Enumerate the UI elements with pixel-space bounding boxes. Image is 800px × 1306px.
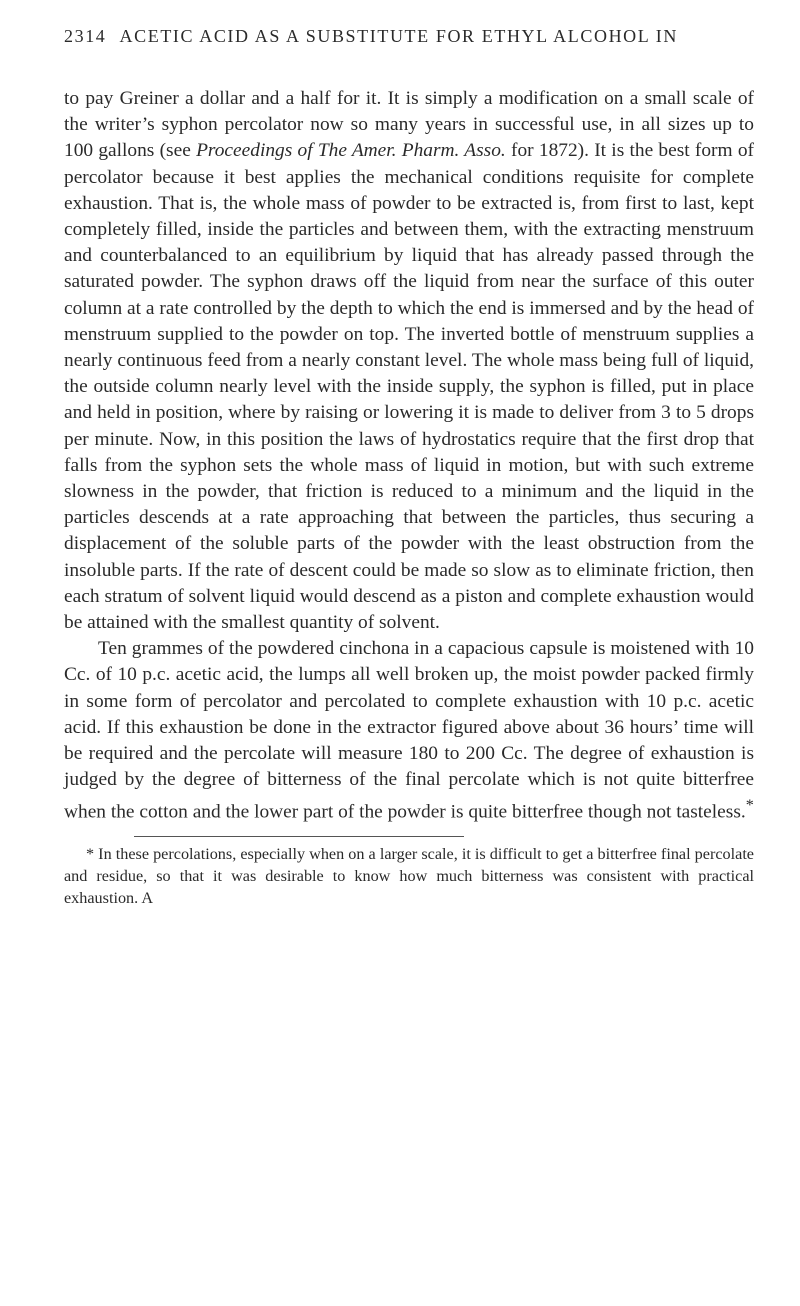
paragraph-syphon-percolator xyxy=(64,86,754,636)
paragraph2-text: Ten grammes of the powdered cinchona in a capacious capsule is moistened with 10 Cc. of 10 p.c. acetic acid, the lumps all well broken up, the moist powder packed firmly in some form of percolator and percolated to complete exhaustion with 10 p.c. acetic acid. If this exhaustion be done in the extractor figured above about 36 hours’ time will be required and the percolate will measure 180 to 200 Cc. The degree of exhaustion is judged by the degree of bitterness of the final percolate which is not quite bitterfree when the cotton and the lower part of the powder is quite bitterfree though not tasteless. xyxy=(64,638,754,823)
paragraph-cinchona-method xyxy=(64,636,754,826)
proceedings-citation: Proceedings of The Amer. Pharm. Asso. xyxy=(196,140,506,162)
page-number: 2314 xyxy=(64,26,107,46)
footnote-text: * In these percolations, especially when on a larger scale, it is difficult to get a bitterfree final percolate and residue, so that it was desirable to know how much bitterness was consistent with practical exhaustion. A xyxy=(64,845,754,908)
paragraph1-text-a: to pay Greiner a dollar and a half for it. It is simply a modification on a small scale of the writer’s syphon percolator now so many years in successful use, in all sizes up to 100 gallons (see xyxy=(64,88,754,162)
running-title: ACETIC ACID AS A SUBSTITUTE FOR ETHYL ALCOHOL IN xyxy=(119,26,678,46)
book-page xyxy=(64,24,754,909)
footnote xyxy=(64,843,754,909)
running-head xyxy=(64,24,754,48)
paragraph1-text-b: for 1872). It is the best form of percolator because it best applies the mechanical conditions requisite for complete exhaustion. That is, the whole mass of powder to be extracted is, from first to last, kept completely filled, inside the particles and between them, with the extracting menstruum and counterbalanced to an equilibrium by liquid that has already passed through the saturated powder. The syphon draws off the liquid from near the surface of this outer column at a rate controlled by the depth to which the end is immersed and by the head of menstruum supplied to the powder on top. The inverted bottle of menstruum supplies a nearly continuous feed from a nearly constant level. The whole mass being full of liquid, the outside column nearly level with the inside supply, the syphon is filled, put in place and held in position, where by raising or lowering it is made to deliver from 3 to 5 drops per minute. Now, in this position the laws of hydrostatics require that the first drop that falls from the syphon sets the whole mass of liquid in motion, but with such extreme slowness in the powder, that friction is reduced to a minimum and the liquid in the particles descends at a rate approaching that between the particles, thus securing a displacement of the soluble parts of the powder with the least obstruction from the insoluble parts. If the rate of descent could be made so slow as to eliminate friction, then each stratum of solvent liquid would descend as a piston and complete exhaustion would be attained with the smallest quantity of solvent. xyxy=(64,140,754,634)
footnote-marker: * xyxy=(745,797,754,815)
footnote-rule xyxy=(134,836,464,837)
